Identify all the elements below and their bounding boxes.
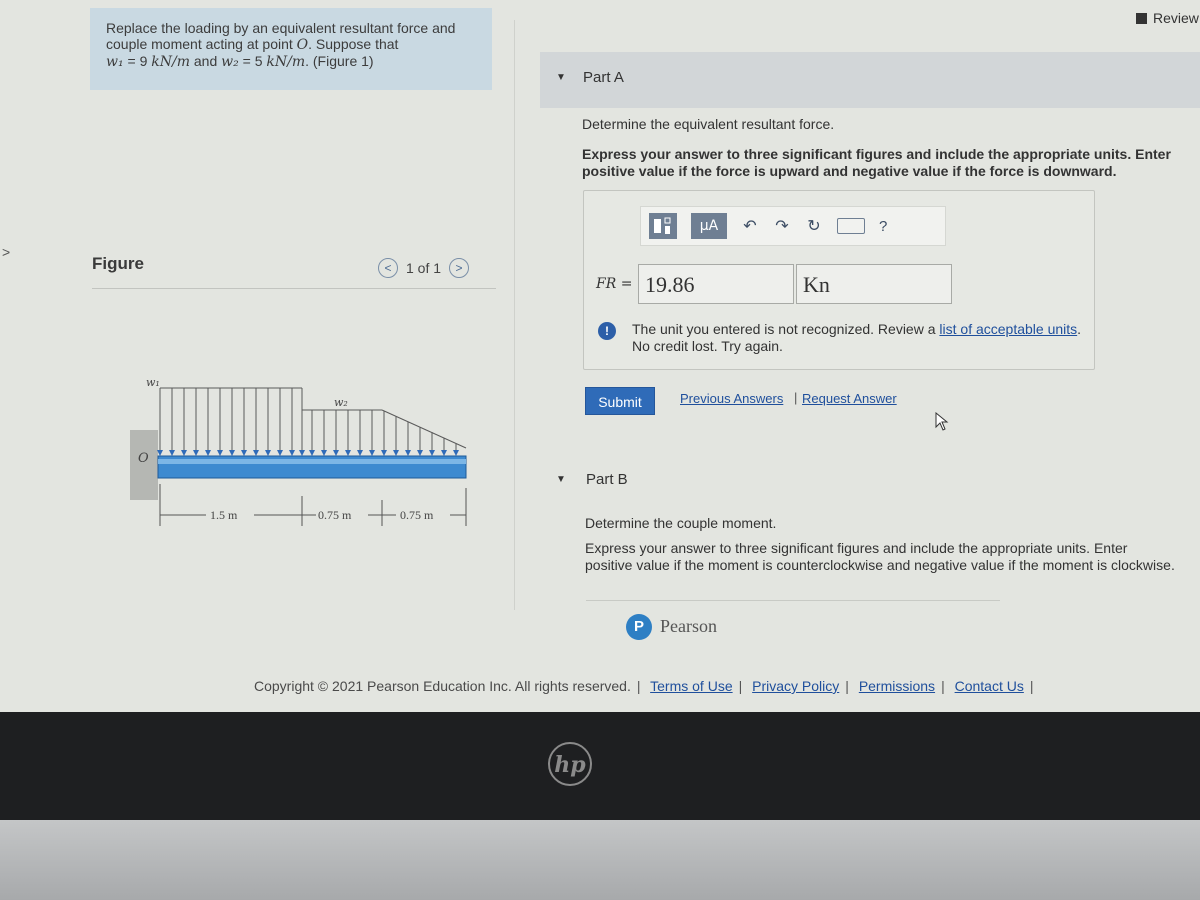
part-a-question: Determine the equivalent resultant force. xyxy=(582,116,835,132)
terms-of-use-link[interactable]: Terms of Use xyxy=(650,678,733,694)
part-a-header[interactable] xyxy=(540,52,1200,108)
contact-us-link[interactable]: Contact Us xyxy=(954,678,1024,694)
w1-label: w₁ xyxy=(146,376,160,389)
request-answer-link[interactable]: Request Answer xyxy=(802,391,897,406)
figure-page-indicator: 1 of 1 xyxy=(406,260,442,276)
dimension-3: 0.75 m xyxy=(400,508,434,522)
keyboard-icon[interactable] xyxy=(837,218,865,234)
part-a-label: Part A xyxy=(583,69,624,86)
units-button[interactable]: μA xyxy=(691,213,727,239)
problem-text: and xyxy=(189,53,222,69)
load-arrowheads xyxy=(157,450,459,456)
problem-statement xyxy=(90,8,492,90)
submit-button[interactable]: Submit xyxy=(585,387,655,415)
dimension-2: 0.75 m xyxy=(318,508,352,522)
error-text: The unit you entered is not recognized. Review a xyxy=(632,321,940,337)
w2-load-arrows xyxy=(302,410,466,454)
next-figure-button[interactable]: > xyxy=(449,258,469,278)
error-line-1 xyxy=(632,321,1081,338)
previous-answers-link[interactable]: Previous Answers xyxy=(680,391,784,406)
w1-unit: kN/m xyxy=(151,54,190,70)
acceptable-units-link[interactable]: list of acceptable units xyxy=(939,321,1078,337)
permissions-link[interactable]: Permissions xyxy=(858,678,936,694)
w1-symbol: w₁ xyxy=(106,54,124,70)
problem-line-1: Replace the loading by an equivalent resultant force and xyxy=(106,20,456,36)
pearson-wordmark: Pearson xyxy=(660,616,717,636)
error-text: . xyxy=(1077,321,1082,337)
figure-pager xyxy=(378,258,469,278)
mouse-cursor-icon xyxy=(935,412,951,432)
w2-label: w₂ xyxy=(334,396,348,409)
part-b-label: Part B xyxy=(586,471,628,488)
unit-input[interactable]: Kn xyxy=(796,264,952,304)
error-line-2: No credit lost. Try again. xyxy=(632,338,783,354)
dimension-1: 1.5 m xyxy=(210,508,238,522)
footer: Copyright © 2021 Pearson Education Inc. All rights reserved. | Terms of Use | Privacy Policy | Permissions | Contact Us | xyxy=(254,678,1034,694)
figure-title: Figure xyxy=(92,254,144,273)
chevron-right-icon[interactable]: > xyxy=(2,244,11,260)
beam-highlight xyxy=(158,459,466,464)
problem-text: couple moment acting at point xyxy=(106,36,297,52)
error-message xyxy=(632,321,1081,355)
column-divider xyxy=(514,20,515,610)
collapse-triangle-icon[interactable]: ▼ xyxy=(556,72,566,83)
part-b-instructions: Express your answer to three significant figures and include the appropriate units. Enter positive value if the moment is counterclockwise and negative value if the moment is clockwise. xyxy=(585,540,1175,573)
templates-icon[interactable] xyxy=(649,213,677,239)
w1-value: = 9 xyxy=(123,53,152,69)
fr-label: FR = xyxy=(596,276,633,292)
part-a-instructions: Express your answer to three significant figures and include the appropriate units. Enter positive value if the force is upward and negative value if the force is downward. xyxy=(582,146,1171,179)
w1-load-arrows xyxy=(160,388,302,454)
beam-loading-diagram xyxy=(130,360,480,540)
copyright-text: Copyright © 2021 Pearson Education Inc. All rights reserved. xyxy=(254,678,631,694)
undo-icon[interactable]: ↶ xyxy=(743,218,757,235)
link-separator: | xyxy=(794,390,798,405)
privacy-policy-link[interactable]: Privacy Policy xyxy=(752,678,840,694)
point-o-label: O xyxy=(138,451,149,466)
problem-text: . Suppose that xyxy=(308,36,399,52)
review-label: Review xyxy=(1153,10,1199,26)
laptop-base xyxy=(0,820,1200,900)
help-button[interactable]: ? xyxy=(879,217,888,235)
warning-icon: ! xyxy=(598,322,616,340)
collapse-triangle-icon[interactable]: ▼ xyxy=(556,474,566,485)
math-toolbar xyxy=(640,206,946,246)
review-icon xyxy=(1136,13,1147,24)
problem-line-3 xyxy=(106,53,476,70)
figure-reference: . (Figure 1) xyxy=(305,53,374,69)
value-input[interactable]: 19.86 xyxy=(638,264,794,304)
pearson-logo-icon: P xyxy=(626,614,652,640)
part-b-question: Determine the couple moment. xyxy=(585,515,777,531)
review-link[interactable] xyxy=(1136,10,1199,26)
w2-symbol: w₂ xyxy=(221,54,239,70)
divider xyxy=(586,600,1000,601)
w2-unit: kN/m xyxy=(266,54,306,70)
problem-line-2 xyxy=(106,36,476,53)
redo-icon[interactable]: ↷ xyxy=(775,218,789,235)
reset-icon[interactable]: ↻ xyxy=(807,218,821,235)
divider xyxy=(92,288,496,289)
hp-logo: hp xyxy=(548,742,592,786)
previous-figure-button[interactable]: < xyxy=(378,258,398,278)
w2-value: = 5 xyxy=(238,53,267,69)
laptop-bezel xyxy=(0,712,1200,820)
point-o: O xyxy=(296,37,309,53)
